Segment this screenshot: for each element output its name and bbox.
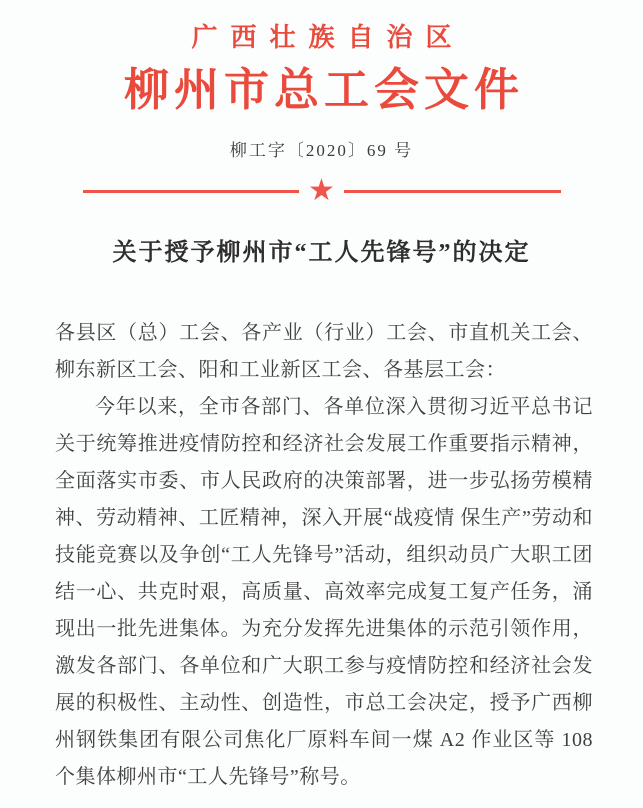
red-divider-rule: [83, 176, 561, 206]
document-body: [0, 315, 643, 796]
letterhead-region-name: 广西壮族自治区: [191, 23, 465, 52]
divider-line-left: [83, 190, 300, 193]
document-title: 关于授予柳州市“工人先锋号”的决定: [112, 240, 531, 266]
divider-line-right: [344, 190, 561, 193]
body-salutation: 各县区（总）工会、各产业（行业）工会、市直机关工会、柳东新区工会、阳和工业新区工会、各基层工会：: [55, 322, 593, 381]
document-reference-number: 柳工字〔2020〕69 号: [229, 141, 414, 160]
star-icon: ★: [308, 174, 335, 207]
document-letterhead: [0, 0, 643, 161]
body-paragraph: 今年以来，全市各部门、各单位深入贯彻习近平总书记关于统筹推进疫情防控和经济社会发展工作重要指示精神，全面落实市委、市人民政府的决策部署，进一步弘扬劳模精神、劳动精神、工匠精神，深入开展“战疫情 保生产”劳动和技能竞赛以及争创“工人先锋号”活动，组织动员广大职工团结一心、共克时艰，高质量、高效率完成复工复产任务，涌现出一批先进集体。为充分发挥先进集体的示范引领作用，激发各部门、各单位和广大职工参与疫情防控和经济社会发展的积极性、主动性、创造性，市总工会决定，授予广西柳州钢铁集团有限公司焦化厂原料车间一煤 A2 作业区等 108 个集体柳州市“工人先锋号”称号。: [55, 396, 593, 788]
letterhead-organization-name: 柳州市总工会文件: [123, 65, 524, 115]
